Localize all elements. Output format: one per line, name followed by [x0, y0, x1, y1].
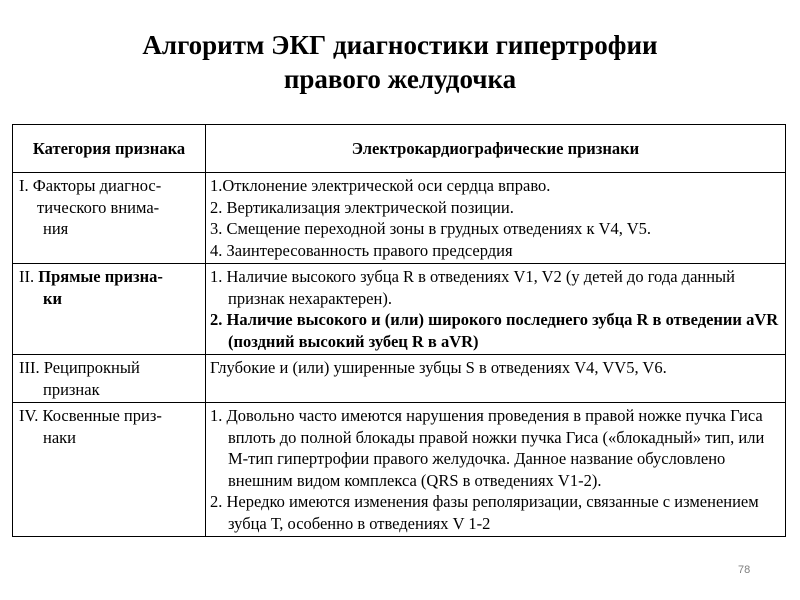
category-line: тического внима- — [37, 197, 160, 217]
header-signs: Электрокардиографические признаки — [206, 125, 786, 173]
category-line: I. Факторы диагнос- — [19, 176, 162, 195]
category-prefix: II. — [19, 267, 39, 286]
category-line — [19, 266, 201, 288]
ecg-criteria-table — [12, 124, 786, 537]
table-header-row — [13, 125, 786, 173]
signs-cell — [206, 355, 786, 403]
signs-cell — [206, 264, 786, 355]
category-line: ния — [43, 219, 69, 238]
list-item: 2. Нередко имеются изменения фазы реполяризации, связанные с изменением зубца Т, особенно в отведениях V 1-2 — [210, 492, 759, 533]
list-item: 1. Наличие высокого зубца R в отведениях V1, V2 (у детей до года данный признак нехарактерен). — [210, 267, 735, 308]
list-item: 1. Довольно часто имеются нарушения проведения в правой ножке пучка Гиса вплоть до полной блокады правой ножки пучка Гиса («блокадный» тип, или М-тип гипертрофии правого желудочка. Данное название обусловлено внешним видом комплекса (QRS в отведениях V1-2). — [210, 406, 765, 490]
signs-cell — [206, 173, 786, 264]
category-line: признак — [43, 379, 100, 399]
page-number: 78 — [738, 564, 751, 576]
table-row — [13, 264, 786, 355]
category-cell — [13, 355, 206, 403]
list-item: 2. Наличие высокого и (или) широкого последнего зубца R в отведении aVR (поздний высокий зубец R в aVR) — [210, 310, 779, 351]
header-category: Категория признака — [13, 125, 206, 173]
category-bold: Прямые призна- — [38, 267, 163, 286]
list-item: Глубокие и (или) уширенные зубцы S в отведениях V4, VV5, V6. — [210, 358, 667, 377]
list-item: 1.Отклонение электрической оси сердца вправо. — [210, 176, 551, 195]
list-item: 3. Смещение переходной зоны в грудных отведениях к V4, V5. — [210, 219, 652, 238]
list-item: 4. Заинтересованность правого предсердия — [210, 240, 513, 260]
category-line: ки — [43, 288, 63, 308]
table-row — [13, 355, 786, 403]
title-line-2: правого желудочка — [283, 64, 517, 94]
table-row — [13, 173, 786, 264]
list-item: 2. Вертикализация электрической позиции. — [210, 197, 514, 217]
signs-cell — [206, 403, 786, 537]
category-line: наки — [43, 427, 76, 447]
category-cell — [13, 173, 206, 264]
category-cell — [13, 403, 206, 537]
category-cell — [13, 264, 206, 355]
page-title — [0, 28, 800, 96]
category-line: IV. Косвенные приз- — [19, 406, 162, 425]
table-row — [13, 403, 786, 537]
title-line-1: Алгоритм ЭКГ диагностики гипертрофии — [142, 30, 658, 60]
category-line: III. Реципрокный — [19, 358, 140, 377]
